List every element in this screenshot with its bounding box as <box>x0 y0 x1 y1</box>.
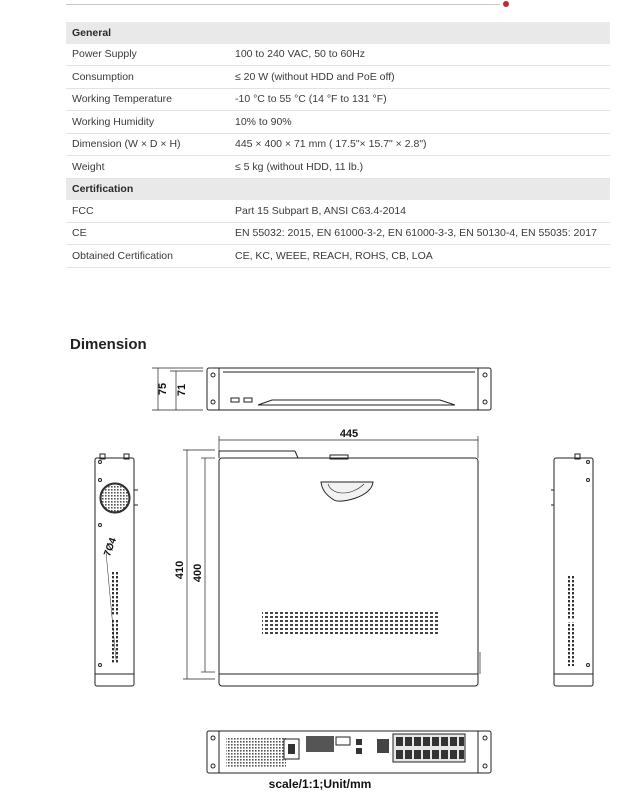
scale-note: scale/1:1;Unit/mm <box>268 777 372 791</box>
depth-inner-label: 400 <box>192 563 204 583</box>
depth-outer-label: 410 <box>174 560 186 580</box>
section-header-general <box>66 22 610 44</box>
spec-value: 10% to 90% <box>229 111 610 134</box>
table-row <box>66 44 610 66</box>
spec-label: Weight <box>66 156 229 179</box>
width-label: 445 <box>339 428 359 440</box>
section-title: Certification <box>66 178 610 200</box>
table-row <box>66 111 610 134</box>
table-row <box>66 222 610 245</box>
section-header-certification <box>66 178 610 200</box>
table-row <box>66 133 610 156</box>
accent-dot <box>503 1 509 7</box>
table-row <box>66 245 610 268</box>
table-row <box>66 88 610 111</box>
spec-value: -10 °C to 55 °C (14 °F to 131 °F) <box>229 88 610 111</box>
left-side-view <box>95 454 138 686</box>
right-side-view <box>551 454 593 686</box>
spec-value: 100 to 240 VAC, 50 to 60Hz <box>229 44 610 66</box>
table-row <box>66 200 610 222</box>
spec-value: ≤ 5 kg (without HDD, 11 lb.) <box>229 156 610 179</box>
dimension-drawing <box>0 355 640 775</box>
dimension-title: Dimension <box>70 336 147 353</box>
height-outer-label: 75 <box>157 382 169 396</box>
spec-value: ≤ 20 W (without HDD and PoE off) <box>229 66 610 89</box>
section-title: General <box>66 22 610 44</box>
spec-value: 445 × 400 × 71 mm ( 17.5"× 15.7" × 2.8") <box>229 133 610 156</box>
spec-label: Power Supply <box>66 44 229 66</box>
top-view <box>219 451 480 686</box>
spec-label: Obtained Certification <box>66 245 229 268</box>
front-body <box>219 368 478 410</box>
spec-table <box>66 22 610 268</box>
table-row <box>66 156 610 179</box>
rear-view <box>207 731 491 773</box>
spec-label: FCC <box>66 200 229 222</box>
table-row <box>66 66 610 89</box>
front-view <box>152 368 491 410</box>
spec-label: CE <box>66 222 229 245</box>
spec-value: CE, KC, WEEE, REACH, ROHS, CB, LOA <box>229 245 610 268</box>
spec-label: Working Temperature <box>66 88 229 111</box>
hole-label: 7Ø4 <box>102 536 120 558</box>
spec-label: Working Humidity <box>66 111 229 134</box>
spec-label: Consumption <box>66 66 229 89</box>
height-inner-label: 71 <box>176 383 188 397</box>
spec-label: Dimension (W × D × H) <box>66 133 229 156</box>
spec-value: Part 15 Subpart B, ANSI C63.4-2014 <box>229 200 610 222</box>
spec-value: EN 55032: 2015, EN 61000-3-2, EN 61000-3-3, EN 50130-4, EN 55035: 2017 <box>229 222 610 245</box>
header-rule <box>66 4 500 5</box>
front-ear-frame <box>207 368 491 410</box>
